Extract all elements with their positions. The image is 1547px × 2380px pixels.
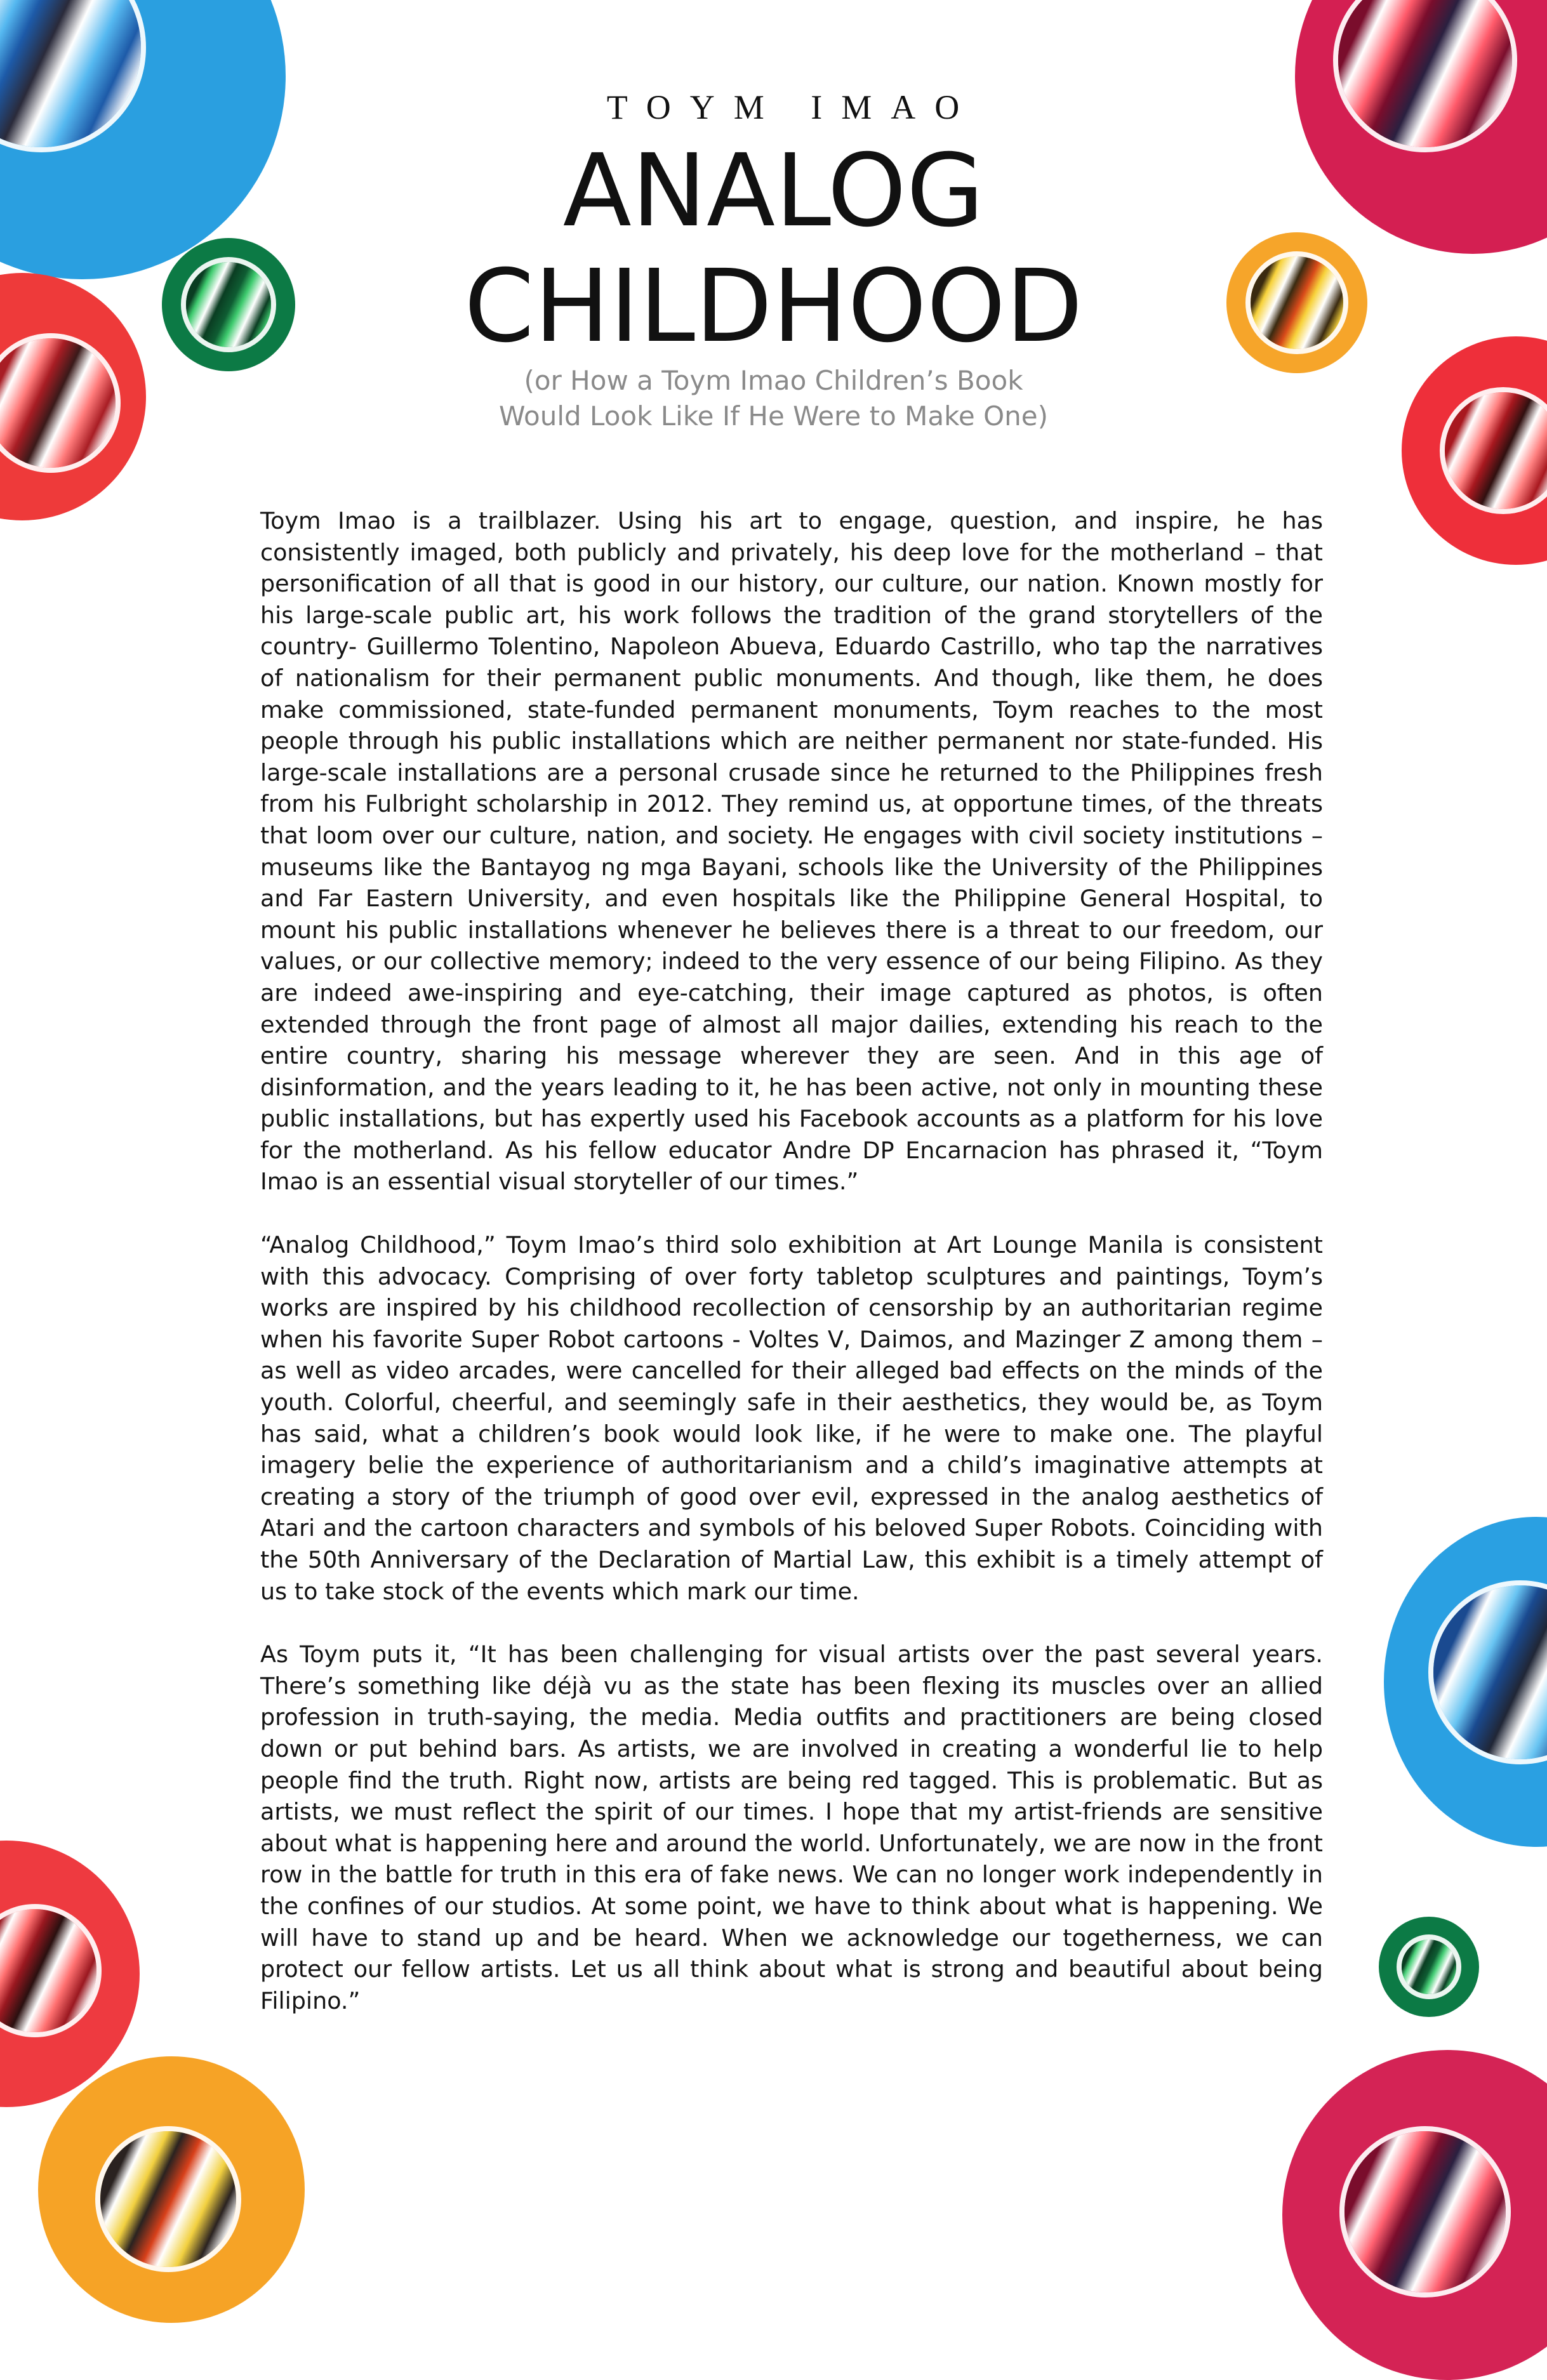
subtitle: [0, 363, 1547, 434]
painted-disc: [1428, 1580, 1547, 1764]
green-dot-bottom-right: [1379, 1917, 1479, 2017]
artist-name: TOYM IMAO: [606, 88, 979, 126]
subtitle-line-2: Would Look Like If He Were to Make One): [498, 400, 1049, 432]
subtitle-line-1: (or How a Toym Imao Children’s Book: [524, 365, 1023, 396]
painted-disc: [95, 2126, 241, 2272]
painted-disc: [1339, 2126, 1511, 2297]
crimson-dot-bottom-right: [1282, 2050, 1547, 2380]
orange-dot-bottom-left: [38, 2056, 305, 2323]
title-line-1: ANALOG: [562, 133, 985, 249]
blue-dot-right: [1384, 1517, 1547, 1847]
paragraph-2: “Analog Childhood,” Toym Imao’s third solo exhibition at Art Lounge Manila is consistent with this advocacy. Comprising of over forty tabletop sculptures and paintings, Toym’s works are inspired by his childhood recollection of censorship by an authoritarian regime when his favorite Super Robot cartoons - Voltes V, Daimos, and Mazinger Z among them – as well as video arcades, were cancelled for their alleged bad effects on the minds of the youth. Colorful, cheerful, and seemingly safe in their aesthetics, they would be, as Toym has said, what a children’s book would look like, if he were to make one. The playful imagery belie the experience of authoritarianism and a child’s imaginative attempts at creating a story of the triumph of good over evil, expressed in the analog aesthetics of Atari and the cartoon characters and symbols of his beloved Super Robots. Coinciding with the 50th Anniversary of the Declaration of Martial Law, this exhibit is a timely attempt of us to take stock of the events which mark our time.: [260, 1231, 1323, 1605]
painted-disc: [0, 1904, 102, 2037]
painted-disc: [1333, 0, 1517, 152]
paragraph-3: As Toym puts it, “It has been challenging for visual artists over the past several years. There’s something like déjà vu as the state has been flexing its muscles over an allied profession in truth-saying, the media. Media outfits and practitioners are being closed down or put behind bars. As artists, we are involved in creating a wonderful lie to help people find the truth. Right now, artists are being red tagged. This is problematic. But as artists, we must reflect the spirit of our times. I hope that my artist-friends are sensitive about what is happening here and around the world. Unfortunately, we are now in the front row in the battle for truth in this era of fake news. We can no longer work independently in the confines of our studios. At some point, we have to think about what is happening. We will have to stand up and be heard. When we acknowledge our togetherness, we can protect our fellow artists. Let us all think about what is strong and beautiful about being Filipino.”: [260, 1641, 1323, 2014]
exhibition-title: [0, 133, 1547, 364]
essay-body: [260, 505, 1323, 2048]
painted-disc: [0, 0, 146, 152]
title-line-2: CHILDHOOD: [464, 248, 1083, 365]
painted-disc: [1397, 1934, 1461, 1999]
paragraph-1: Toym Imao is a trailblazer. Using his art to engage, question, and inspire, he has consistently imaged, both publicly and privately, his deep love for the motherland – that personification of all that is good in our history, our culture, our nation. Known mostly for his large-scale public art, his work follows the tradition of the grand storytellers of the country- Guillermo Tolentino, Napoleon Abueva, Eduardo Castrillo, who tap the narratives of nationalism for their permanent public monuments. And though, like them, he does make commissioned, state-funded permanent monuments, Toym reaches to the most people through his public installations which are neither permanent nor state-funded. His large-scale installations are a personal crusade since he returned to the Philippines fresh from his Fulbright scholarship in 2012. They remind us, at opportune times, of the threats that loom over our culture, nation, and society. He engages with civil society institutions – museums like the Bantayog ng mga Bayani, schools like the University of the Philippines and Far Eastern University, and even hospitals like the Philippine General Hospital, to mount his public installations whenever he believes there is a threat to our freedom, our values, or our collective memory; indeed to the very essence of our being Filipino. As they are indeed awe-inspiring and eye-catching, their image captured as photos, is often extended through the front page of almost all major dailies, extending his reach to the entire country, sharing his message wherever they are seen. And in this age of disinformation, and the years leading to it, he has been active, not only in mounting these public installations, but has expertly used his Facebook accounts as a platform for his love for the motherland. As his fellow educator Andre DP Encarnacion has phrased it, “Toym Imao is an essential visual storyteller of our times.”: [260, 507, 1323, 1196]
